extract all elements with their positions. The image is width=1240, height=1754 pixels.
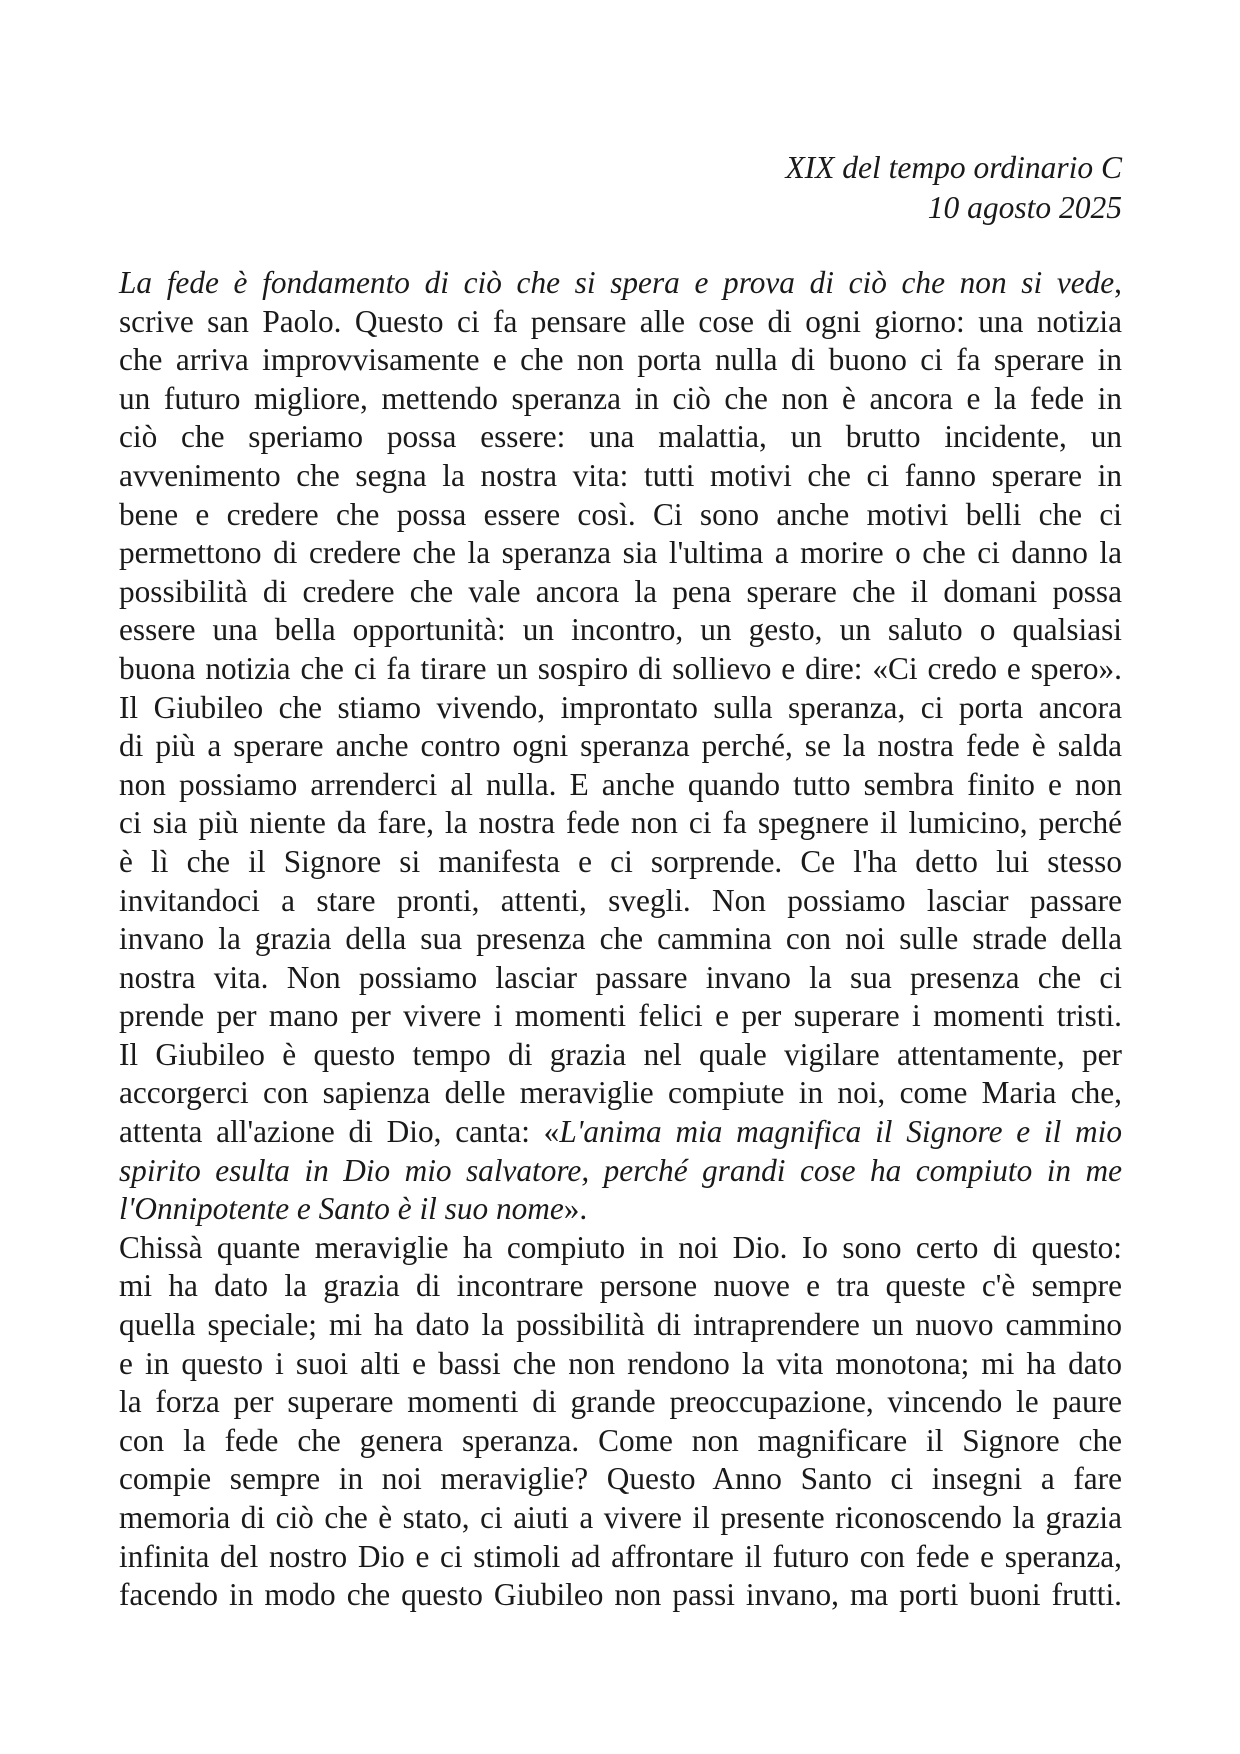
text-run: bene e credere che possa essere così. Ci sono anche motivi belli che ci — [119, 496, 1122, 532]
italic-text: La fede è fondamento di ciò che si spera e prova di ciò che non si vede — [119, 265, 1115, 300]
text-line — [119, 573, 1122, 612]
text-run: la forza per superare momenti di grande preoccupazione, vincendo le paure — [119, 1384, 1122, 1420]
text-run: compie sempre in noi meraviglie? Questo Anno Santo ci insegni a fare — [119, 1461, 1122, 1497]
text-run: facendo in modo che questo Giubileo non passi invano, ma porti buoni frutti. — [119, 1577, 1122, 1613]
text-run: essere una bella opportunità: un incontro, un gesto, un saluto o qualsiasi — [119, 612, 1122, 648]
text-run: è lì che il Signore si manifesta e ci sorprende. Ce l'ha detto lui stesso — [119, 843, 1122, 879]
text-line — [119, 1422, 1122, 1461]
document-date: 10 agosto 2025 — [927, 190, 1122, 225]
text-line — [119, 1190, 1122, 1229]
text-run: non possiamo arrenderci al nulla. E anche quando tutto sembra finito e non — [119, 766, 1122, 802]
text-run: nostra vita. Non possiamo lasciar passare invano la sua presenza che ci — [119, 959, 1122, 995]
text-line — [119, 380, 1122, 419]
text-line — [119, 1460, 1122, 1499]
text-run: memoria di ciò che è stato, ci aiuti a vivere il presente riconoscendo la grazia — [119, 1500, 1122, 1535]
text-line — [119, 804, 1122, 843]
text-line — [119, 920, 1122, 959]
text-line — [119, 997, 1122, 1036]
text-run: ». — [563, 1191, 588, 1227]
text-line — [119, 611, 1122, 650]
text-line — [119, 1267, 1122, 1306]
text-line — [119, 457, 1122, 496]
text-line — [119, 689, 1122, 728]
text-line — [119, 264, 1122, 303]
text-run: ci sia più niente da fare, la nostra fede non ci fa spegnere il lumicino, perché — [119, 805, 1122, 841]
text-run: Il Giubileo che stiamo vivendo, improntato sulla speranza, ci porta ancora — [119, 689, 1122, 725]
italic-text: L'anima mia magnifica il Signore e il mio — [559, 1114, 1122, 1150]
text-run: accorgerci con sapienza delle meraviglie compiute in noi, come Maria che, — [119, 1075, 1122, 1111]
liturgical-title: XIX del tempo ordinario C — [785, 150, 1122, 185]
text-run: infinita del nostro Dio e ci stimoli ad affrontare il futuro con fede e speranza, — [119, 1538, 1122, 1574]
text-line — [119, 959, 1122, 998]
text-run: invano la grazia della sua presenza che cammina con noi sulle strade della — [119, 921, 1122, 957]
text-run: Chissà quante meraviglie ha compiuto in noi Dio. Io sono certo di questo: — [119, 1229, 1122, 1265]
text-run: invitandoci a stare pronti, attenti, svegli. Non possiamo lasciar passare — [119, 882, 1122, 918]
text-run: prende per mano per vivere i momenti felici e per superare i momenti tristi. — [119, 998, 1122, 1034]
text-run: , — [1114, 265, 1122, 300]
text-run: scrive san Paolo. Questo ci fa pensare alle cose di ogni giorno: una notizia — [119, 303, 1122, 339]
text-line — [119, 1345, 1122, 1384]
text-run: mi ha dato la grazia di incontrare persone nuove e tra queste c'è sempre — [119, 1268, 1122, 1304]
text-line — [119, 650, 1122, 689]
text-run: e in questo i suoi alti e bassi che non rendono la vita monotona; mi ha dato — [119, 1345, 1122, 1381]
text-run: con la fede che genera speranza. Come non magnificare il Signore che — [119, 1422, 1122, 1458]
text-run: attenta all'azione di Dio, canta: « — [119, 1114, 560, 1150]
text-line — [119, 1074, 1122, 1113]
text-line — [119, 418, 1122, 457]
text-line — [119, 1036, 1122, 1075]
text-line — [119, 1499, 1122, 1538]
text-line — [119, 1113, 1122, 1152]
text-line — [119, 1152, 1122, 1191]
text-line — [119, 1576, 1122, 1615]
italic-text: l'Onnipotente e Santo è il suo nome — [119, 1191, 564, 1227]
text-run: Il Giubileo è questo tempo di grazia nel quale vigilare attentamente, per — [119, 1036, 1122, 1072]
text-run: buona notizia che ci fa tirare un sospiro di sollievo e dire: «Ci credo e spero». — [119, 650, 1122, 686]
document-header — [785, 148, 1122, 228]
text-run: di più a sperare anche contro ogni speranza perché, se la nostra fede è salda — [119, 728, 1122, 764]
text-line — [119, 1538, 1122, 1577]
text-run: che arriva improvvisamente e che non porta nulla di buono ci fa sperare in — [119, 342, 1122, 378]
text-line — [119, 1383, 1122, 1422]
text-line — [119, 534, 1122, 573]
text-line — [119, 496, 1122, 535]
text-line — [119, 727, 1122, 766]
text-run: permettono di credere che la speranza sia l'ultima a morire o che ci danno la — [119, 535, 1122, 571]
text-run: possibilità di credere che vale ancora la pena sperare che il domani possa — [119, 573, 1122, 609]
document-body — [119, 264, 1122, 1615]
text-line — [119, 1306, 1122, 1345]
text-line — [119, 766, 1122, 805]
text-line — [119, 341, 1122, 380]
italic-text: spirito esulta in Dio mio salvatore, perché grandi cose ha compiuto in me — [119, 1152, 1122, 1188]
text-run: un futuro migliore, mettendo speranza in ciò che non è ancora e la fede in — [119, 380, 1122, 416]
text-line — [119, 882, 1122, 921]
text-line — [119, 843, 1122, 882]
text-line — [119, 1229, 1122, 1268]
text-run: quella speciale; mi ha dato la possibilità di intraprendere un nuovo cammino — [119, 1307, 1122, 1343]
text-run: avvenimento che segna la nostra vita: tutti motivi che ci fanno sperare in — [119, 457, 1122, 493]
text-line — [119, 303, 1122, 342]
text-run: ciò che speriamo possa essere: una malattia, un brutto incidente, un — [119, 419, 1122, 455]
